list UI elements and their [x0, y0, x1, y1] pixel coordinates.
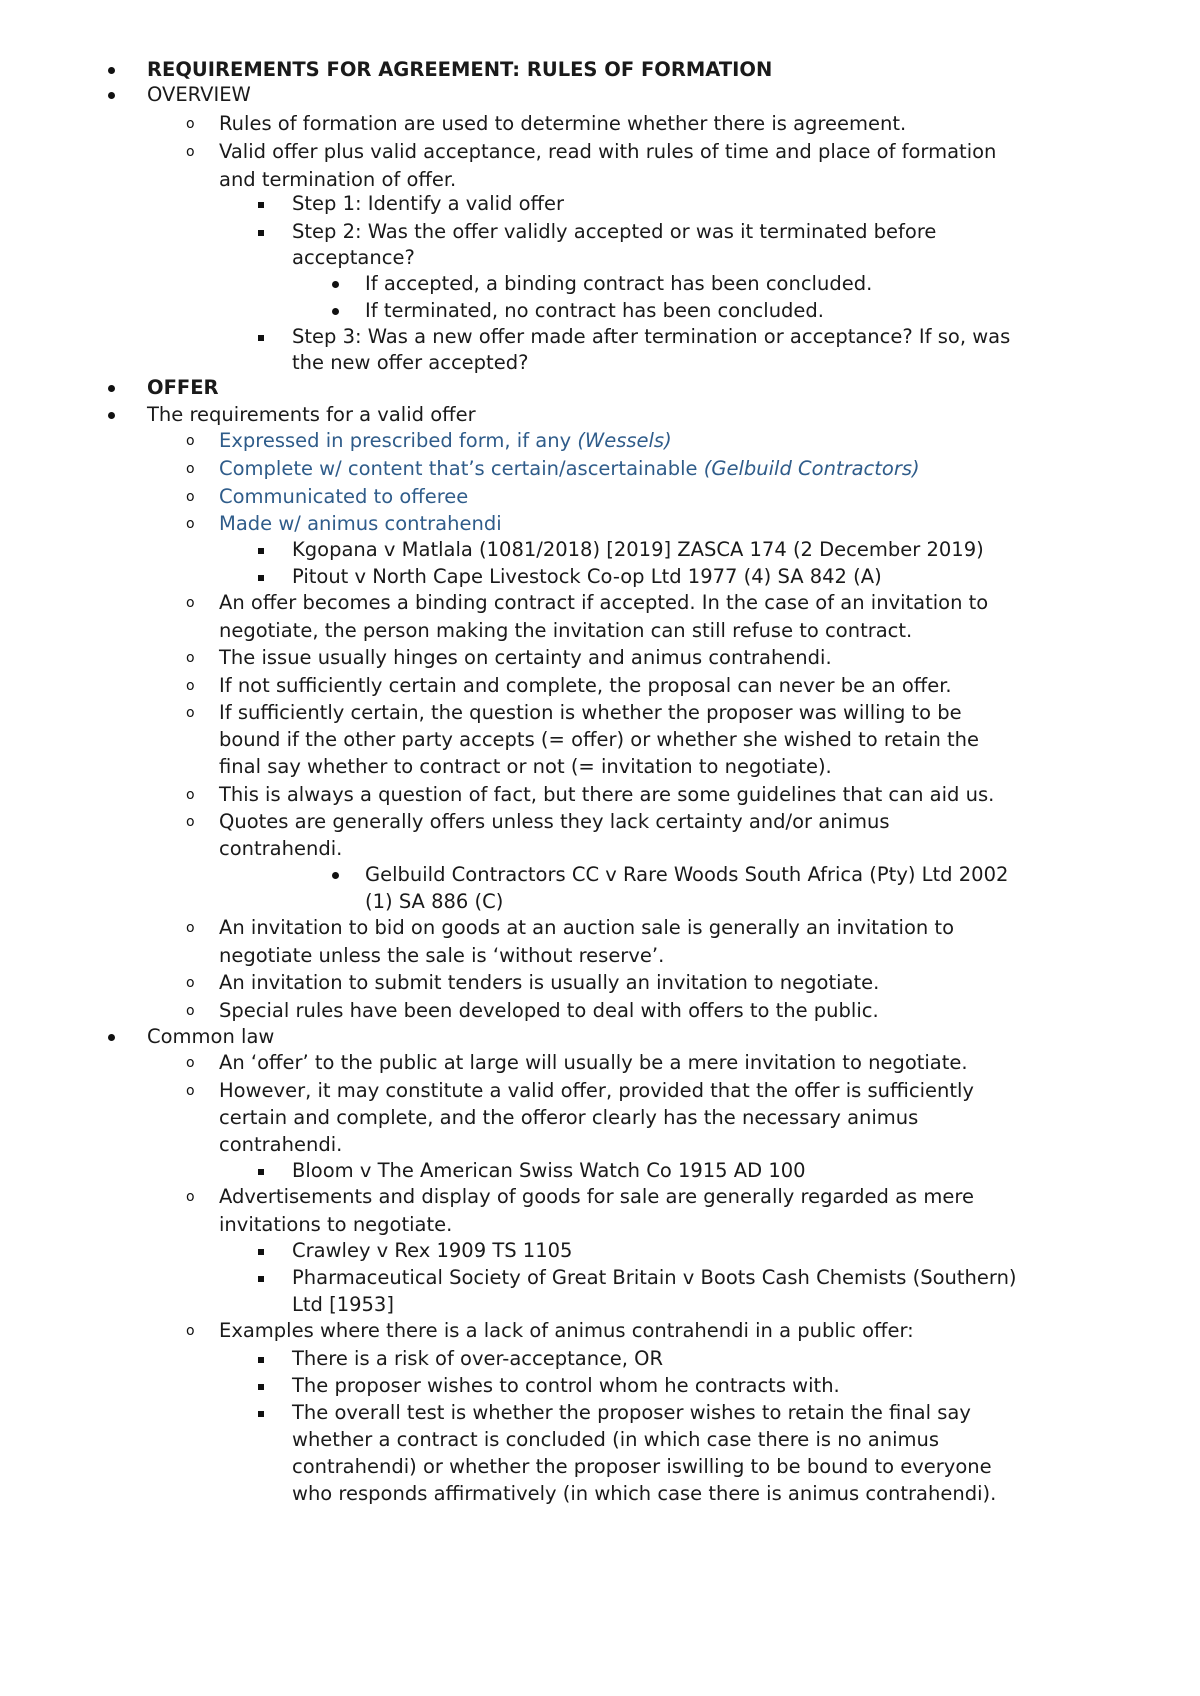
- bullet-circle-icon: o: [186, 1189, 195, 1205]
- line-text: negotiate, the person making the invitation can still refuse to contract.: [219, 619, 913, 642]
- bullet-circle-icon: o: [186, 1003, 195, 1019]
- line-text: contrahendi.: [219, 1133, 343, 1156]
- bullet-circle-icon: o: [186, 433, 195, 449]
- line-text: Complete w/ content that’s certain/ascertainable (Gelbuild Contractors): [219, 457, 920, 480]
- line-text: Step 3: Was a new offer made after termination or acceptance? If so, was: [292, 325, 1011, 348]
- bullet-circle-icon: o: [186, 1055, 195, 1071]
- line-text: Ltd [1953]: [292, 1293, 394, 1316]
- bullet-circle-icon: o: [186, 489, 195, 505]
- line-text: Expressed in prescribed form, if any (Wessels): [219, 429, 672, 452]
- line-text: An invitation to bid on goods at an auction sale is generally an invitation to: [219, 916, 955, 939]
- case-citation: (Gelbuild Contractors): [703, 457, 920, 480]
- bullet-circle-icon: o: [186, 516, 195, 532]
- line-text: However, it may constitute a valid offer, provided that the offer is sufficiently: [219, 1079, 974, 1102]
- line-text: Communicated to offeree: [219, 485, 469, 508]
- line-text: Special rules have been developed to deal with offers to the public.: [219, 999, 879, 1022]
- line-text: and termination of offer.: [219, 168, 457, 191]
- bullet-circle-icon: o: [186, 705, 195, 721]
- line-text: An invitation to submit tenders is usually an invitation to negotiate.: [219, 971, 880, 994]
- line-text: invitations to negotiate.: [219, 1213, 453, 1236]
- line-text: bound if the other party accepts (= offer) or whether she wished to retain the: [219, 728, 980, 751]
- bullet-circle-icon: o: [186, 678, 195, 694]
- line-text: Step 2: Was the offer validly accepted or was it terminated before: [292, 220, 937, 243]
- bullet-circle-icon: o: [186, 144, 195, 160]
- line-text: contrahendi.: [219, 837, 343, 860]
- line-text: REQUIREMENTS FOR AGREEMENT: RULES OF FORMATION: [147, 58, 773, 81]
- line-text: contrahendi) or whether the proposer iswilling to be bound to everyone: [292, 1455, 992, 1478]
- line-text: negotiate unless the sale is ‘without reserve’.: [219, 944, 665, 967]
- line-text: (1) SA 886 (C): [365, 890, 504, 913]
- line-text: Kgopana v Matlala (1081/2018) [2019] ZASCA 174 (2 December 2019): [292, 538, 984, 561]
- bullet-circle-icon: o: [186, 920, 195, 936]
- line-text: Made w/ animus contrahendi: [219, 512, 502, 535]
- line-text: Gelbuild Contractors CC v Rare Woods South Africa (Pty) Ltd 2002: [365, 863, 1009, 886]
- line-text: The overall test is whether the proposer wishes to retain the final say: [292, 1401, 971, 1424]
- line-text: If not sufficiently certain and complete, the proposal can never be an offer.: [219, 674, 952, 697]
- line-text: whether a contract is concluded (in which case there is no animus: [292, 1428, 939, 1451]
- line-text: Step 1: Identify a valid offer: [292, 192, 565, 215]
- line-text: Bloom v The American Swiss Watch Co 1915 AD 100: [292, 1159, 806, 1182]
- bullet-circle-icon: o: [186, 595, 195, 611]
- line-text: who responds affirmatively (in which case there is animus contrahendi).: [292, 1482, 997, 1505]
- line-text: Common law: [147, 1025, 275, 1048]
- line-text: An ‘offer’ to the public at large will usually be a mere invitation to negotiate.: [219, 1051, 968, 1074]
- line-text: final say whether to contract or not (= invitation to negotiate).: [219, 755, 832, 778]
- line-text: The issue usually hinges on certainty and animus contrahendi.: [219, 646, 832, 669]
- bullet-circle-icon: o: [186, 814, 195, 830]
- line-text: Pitout v North Cape Livestock Co-op Ltd 1977 (4) SA 842 (A): [292, 565, 882, 588]
- line-text: If sufficiently certain, the question is whether the proposer was willing to be: [219, 701, 962, 724]
- line-text: OFFER: [147, 376, 219, 399]
- line-text: Examples where there is a lack of animus contrahendi in a public offer:: [219, 1319, 914, 1342]
- line-text: Pharmaceutical Society of Great Britain v Boots Cash Chemists (Southern): [292, 1266, 1017, 1289]
- line-text: acceptance?: [292, 246, 415, 269]
- line-text: certain and complete, and the offeror clearly has the necessary animus: [219, 1106, 919, 1129]
- line-text: If terminated, no contract has been concluded.: [365, 299, 825, 322]
- bullet-circle-icon: o: [186, 975, 195, 991]
- line-text: If accepted, a binding contract has been concluded.: [365, 272, 873, 295]
- bullet-circle-icon: o: [186, 1083, 195, 1099]
- line-text: the new offer accepted?: [292, 351, 529, 374]
- line-text: OVERVIEW: [147, 83, 251, 106]
- bullet-circle-icon: o: [186, 1323, 195, 1339]
- bullet-circle-icon: o: [186, 787, 195, 803]
- line-text: Valid offer plus valid acceptance, read with rules of time and place of formation: [219, 140, 997, 163]
- line-text: Rules of formation are used to determine whether there is agreement.: [219, 112, 907, 135]
- bullet-circle-icon: o: [186, 116, 195, 132]
- line-text: The proposer wishes to control whom he contracts with.: [292, 1374, 840, 1397]
- line-text: Quotes are generally offers unless they lack certainty and/or animus: [219, 810, 890, 833]
- line-text: Advertisements and display of goods for sale are generally regarded as mere: [219, 1185, 974, 1208]
- line-text: This is always a question of fact, but there are some guidelines that can aid us.: [219, 783, 995, 806]
- line-text: There is a risk of over-acceptance, OR: [292, 1347, 664, 1370]
- bullet-circle-icon: o: [186, 461, 195, 477]
- case-citation: (Wessels): [577, 429, 672, 452]
- bullet-circle-icon: o: [186, 650, 195, 666]
- line-text: Crawley v Rex 1909 TS 1105: [292, 1239, 573, 1262]
- line-text: The requirements for a valid offer: [147, 403, 476, 426]
- line-text: An offer becomes a binding contract if accepted. In the case of an invitation to: [219, 591, 989, 614]
